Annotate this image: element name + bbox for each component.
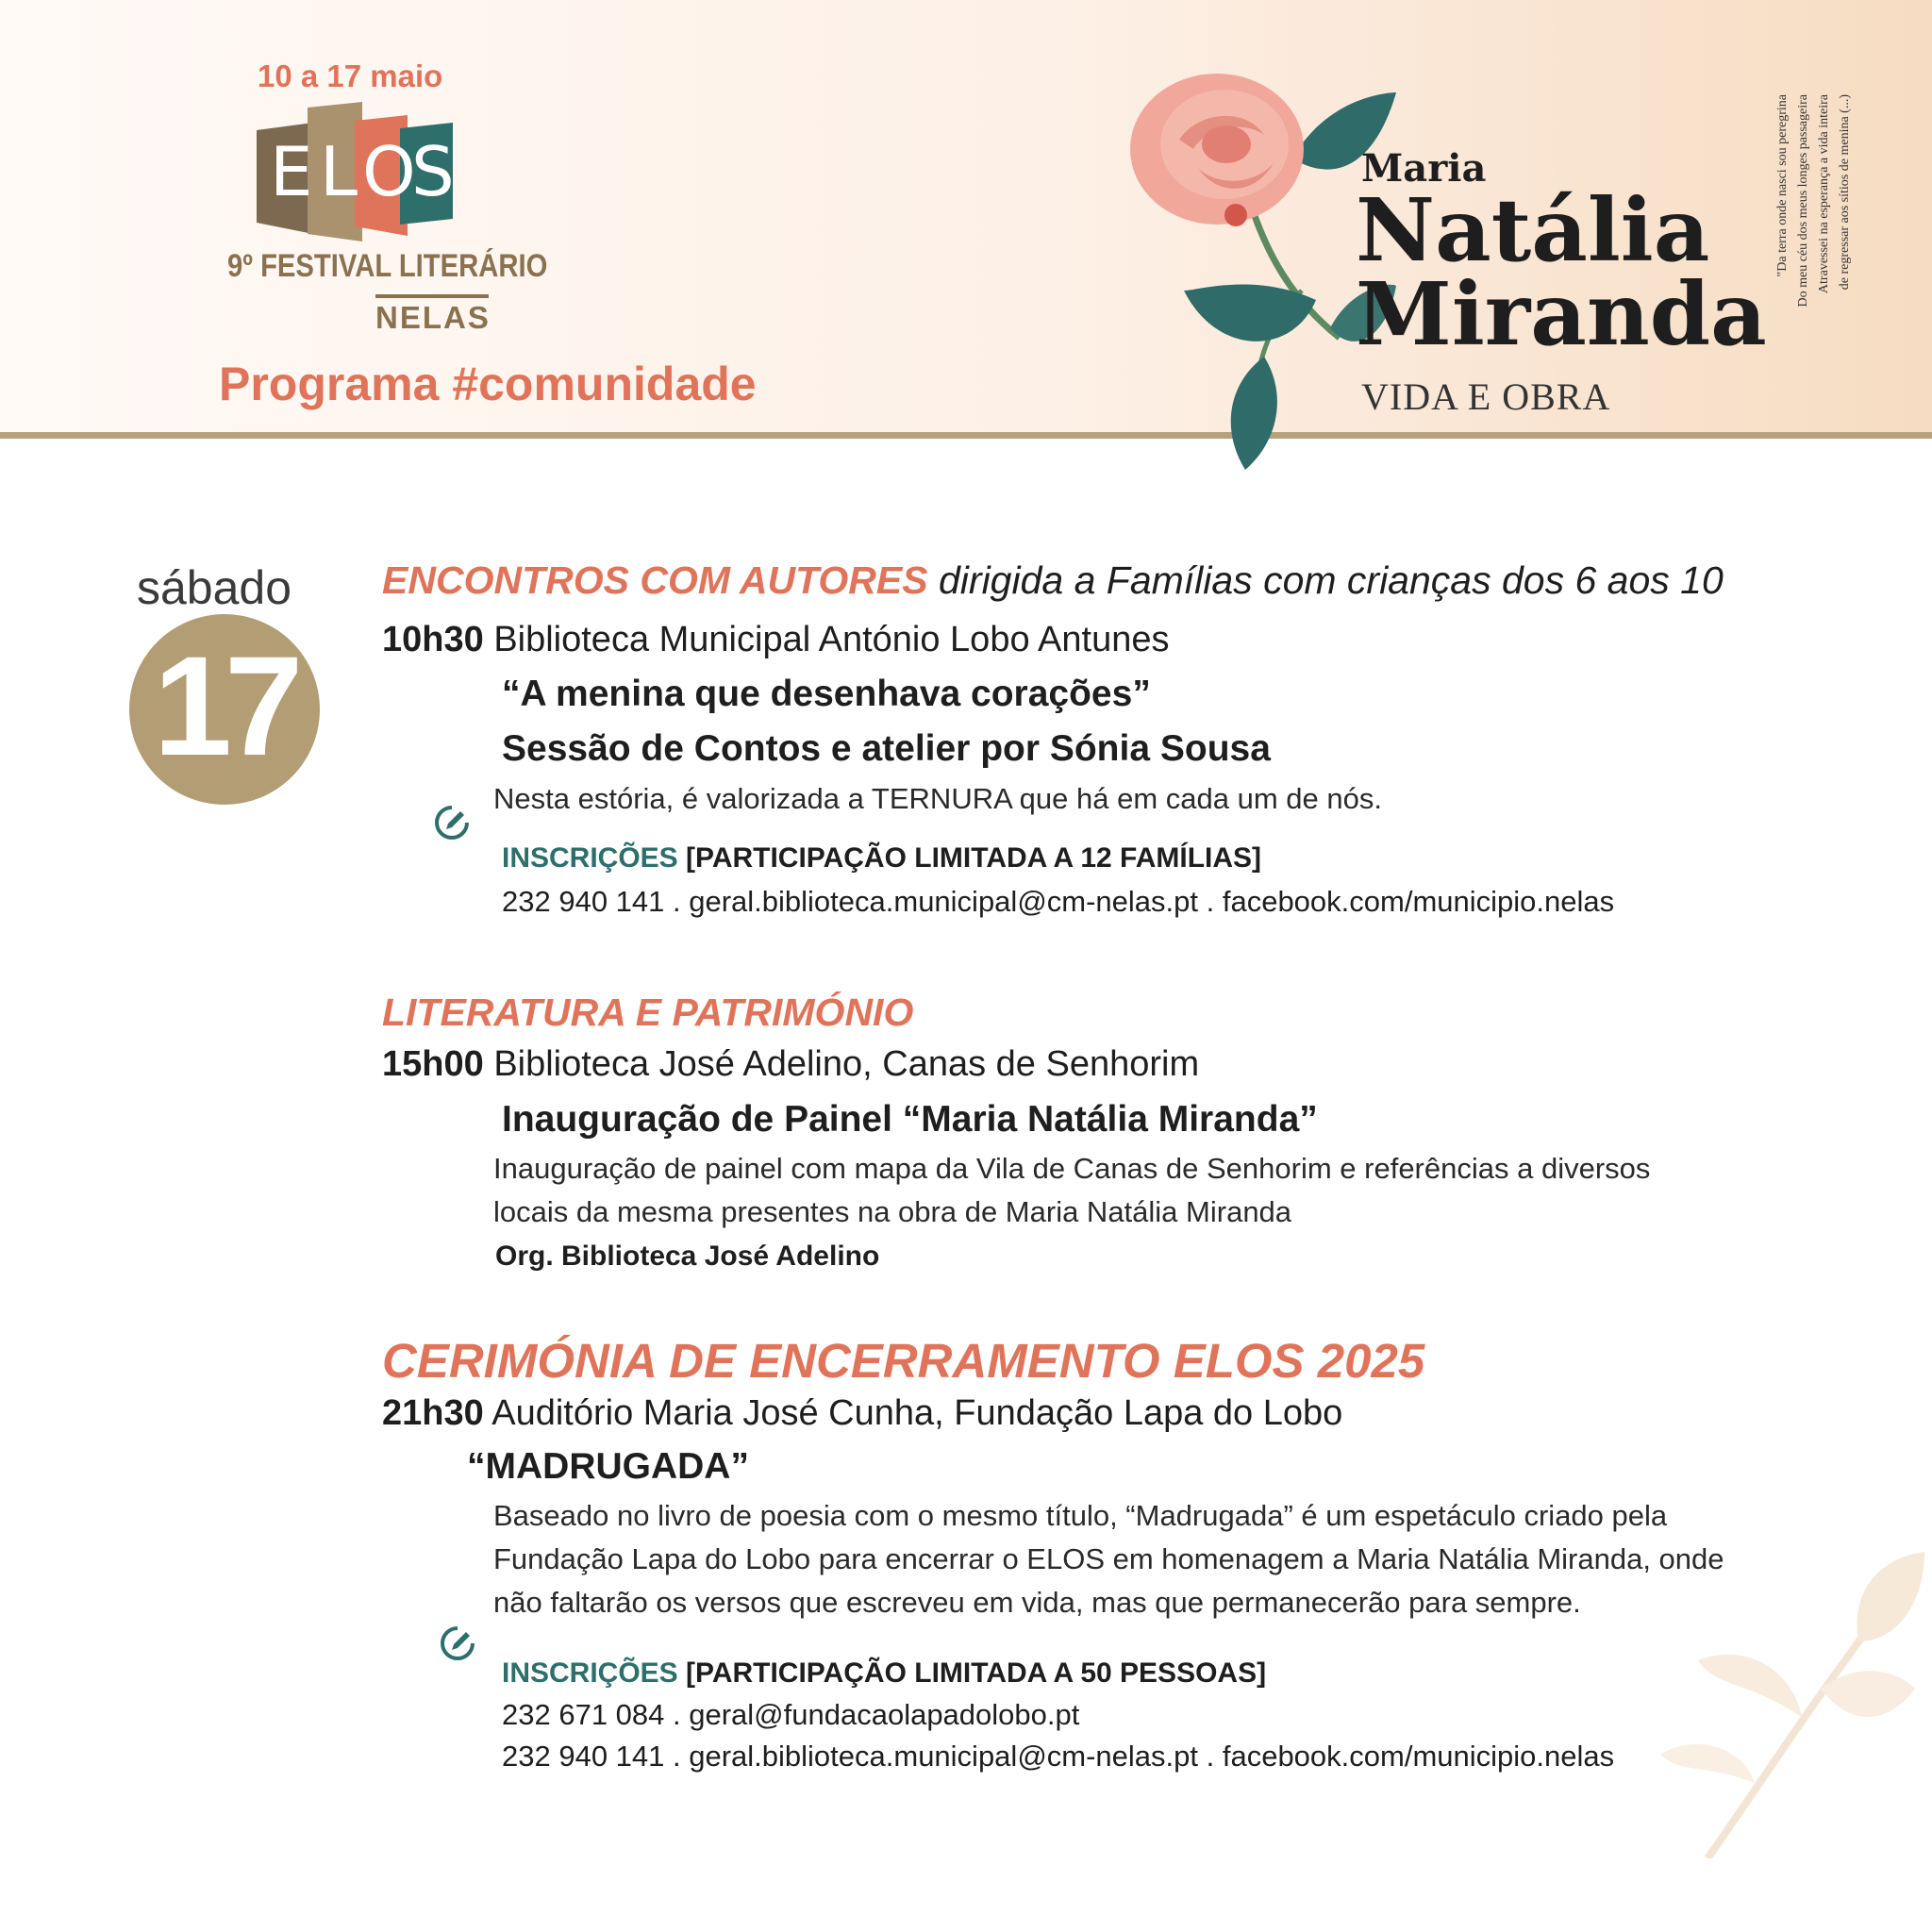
event-1-contacts: 232 940 141 . geral.biblioteca.municipal@cm-nelas.pt . facebook.com/municipio.nelas <box>502 885 1615 918</box>
event-3-description-line: Baseado no livro de poesia com o mesmo título, “Madrugada” é um espetáculo criado pela <box>493 1499 1668 1532</box>
featured-first-name: Maria <box>1361 146 1487 191</box>
leaf-branch-icon <box>1641 1547 1924 1858</box>
festival-name: 9º FESTIVAL LITERÁRIO <box>227 248 548 284</box>
event-3-venue: Auditório Maria José Cunha, Fundação Lapa do Lobo <box>491 1393 1343 1433</box>
poem-line: Do meu céu dos meus longes passageira <box>1796 94 1810 308</box>
event-3-time-venue <box>382 1393 1342 1434</box>
registration-limit: [PARTICIPAÇÃO LIMITADA A 12 FAMÍLIAS] <box>686 842 1262 874</box>
event-1-venue: Biblioteca Municipal António Lobo Antunes <box>493 620 1170 659</box>
festival-underline <box>375 294 489 298</box>
event-2-organizer: Org. Biblioteca José Adelino <box>495 1241 880 1272</box>
event-1-heading <box>382 558 1724 603</box>
event-2-time-venue <box>382 1044 1199 1085</box>
poem-line: de regressar aos sítios de menina (...) <box>1838 94 1852 291</box>
registration-label: INSCRIÇÕES <box>502 842 678 874</box>
logo-letter-e: E <box>270 132 313 211</box>
poem-quote <box>1775 94 1879 340</box>
featured-last-name: Miranda <box>1356 263 1767 365</box>
logo-letter-s: S <box>411 132 455 211</box>
event-1-category: ENCONTROS COM AUTORES <box>382 558 928 602</box>
event-3-description-line: Fundação Lapa do Lobo para encerrar o ELOS em homenagem a Maria Natália Miranda, onde <box>493 1542 1724 1575</box>
event-3-contact-line: 232 940 141 . geral.biblioteca.municipal@cm-nelas.pt . facebook.com/municipio.nelas <box>502 1740 1615 1773</box>
event-2-time: 15h00 <box>382 1044 484 1084</box>
logo-letter-o: O <box>362 132 416 211</box>
event-2-description-line: Inauguração de painel com mapa da Vila de Canas de Senhorim e referências a diversos <box>493 1152 1651 1185</box>
event-1-time-venue <box>382 620 1170 660</box>
event-3-time: 21h30 <box>382 1393 484 1433</box>
poem-line: "Da terra onde nasci sou peregrina <box>1775 94 1790 277</box>
registration-label: INSCRIÇÕES <box>502 1657 678 1689</box>
day-badge <box>129 614 320 805</box>
poem-line: Atravessei na esperança a vida inteira <box>1817 94 1831 294</box>
event-3-registration <box>502 1657 1266 1690</box>
weekday-label: sábado <box>137 561 292 614</box>
event-3-heading: CERIMÓNIA DE ENCERRAMENTO ELOS 2025 <box>382 1334 1425 1388</box>
event-3-title: “MADRUGADA” <box>467 1446 749 1487</box>
elos-logo <box>251 102 460 243</box>
pen-in-circle-icon <box>433 804 471 841</box>
event-1-title: “A menina que desenhava corações” <box>502 674 1151 714</box>
event-3-description-line: não faltarão os versos que escreveu em vida, mas que permanecerão para sempre. <box>493 1586 1581 1619</box>
day-number: 17 <box>153 626 296 785</box>
featured-middle-name: Natália <box>1356 179 1710 281</box>
program-title: Programa #comunidade <box>219 358 757 410</box>
festival-town: NELAS <box>375 300 491 335</box>
event-1-registration <box>502 842 1261 874</box>
registration-limit: [PARTICIPAÇÃO LIMITADA A 50 PESSOAS] <box>686 1657 1267 1689</box>
event-1-audience: dirigida a Famílias com crianças dos 6 aos 10 <box>939 558 1724 602</box>
event-2-heading: LITERATURA E PATRIMÓNIO <box>382 991 914 1034</box>
event-1-description: Nesta estória, é valorizada a TERNURA que há em cada um de nós. <box>493 782 1382 815</box>
event-1-time: 10h30 <box>382 620 484 659</box>
festival-dates: 10 a 17 maio <box>258 58 443 93</box>
event-2-description-line: locais da mesma presentes na obra de Maria Natália Miranda <box>493 1195 1292 1228</box>
featured-subtitle: VIDA E OBRA <box>1361 375 1611 418</box>
event-3-contact-line: 232 671 084 . geral@fundacaolapadolobo.pt <box>502 1698 1080 1731</box>
header-divider <box>0 432 1932 439</box>
event-1-subtitle: Sessão de Contos e atelier por Sónia Sousa <box>502 728 1271 769</box>
event-2-venue: Biblioteca José Adelino, Canas de Senhorim <box>493 1044 1200 1084</box>
pen-in-circle-icon <box>439 1624 476 1662</box>
logo-letter-l: L <box>320 132 358 211</box>
event-2-title: Inauguração de Painel “Maria Natália Miranda” <box>502 1099 1318 1140</box>
